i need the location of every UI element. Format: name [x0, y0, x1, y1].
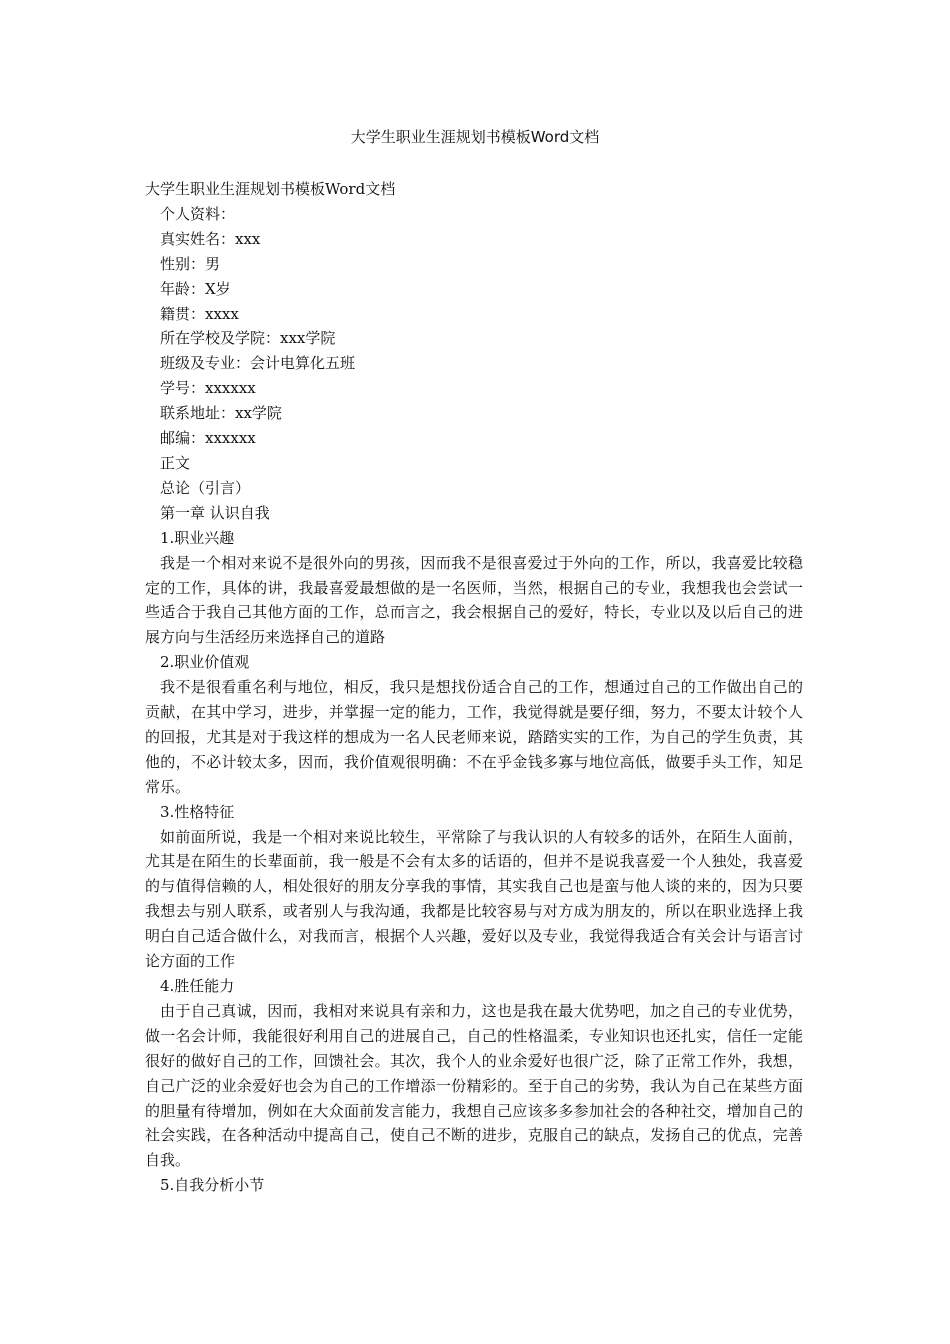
- profile-student-id: 学号：xxxxxx: [160, 379, 256, 398]
- profile-gender: 性别：男: [160, 254, 221, 273]
- section-paragraph: 由于自己真诚，因而，我相对来说具有亲和力，这也是我在最大优势吧，加之自己的专业优势，做一名会计师，我能很好利用自己的进展自己，自己的性格温柔，专业知识也还扎实，信任一定能很好的做好自己的工作，回馈社会。其次，我个人的业余爱好也很广泛，除了正常工作外，我想，自己广泛的业余爱好也会为自己的工作增添一份精彩的。至于自己的劣势，我认为自己在某些方面的胆量有待增加，例如在大众面前发言能力，我想自己应该多多参加社会的各种社交，增加自己的社会实践，在各种活动中提高自己，使自己不断的进步，克服自己的缺点，发扬自己的优点，完善自我。: [145, 1001, 803, 1170]
- section-paragraph: 我不是很看重名利与地位，相反，我只是想找份适合自己的工作，想通过自己的工作做出自己的贡献，在其中学习，进步，并掌握一定的能力，工作，我觉得就是要仔细，努力，不要太计较个人的回报，尤其是对于我这样的想成为一名人民老师来说，踏踏实实的工作，为自己的学生负责，其他的，不必计较太多，因而，我价值观很明确：不在乎金钱多寡与地位高低，做要手头工作，知足常乐。: [145, 678, 803, 796]
- profile-class: 班级及专业：会计电算化五班: [160, 354, 356, 373]
- section-heading: 2.职业价值观: [160, 653, 250, 672]
- profile-name: 真实姓名：xxx: [160, 229, 261, 248]
- section-heading: 5.自我分析小节: [160, 1176, 265, 1195]
- profile-hometown: 籍贯：xxxx: [160, 304, 239, 323]
- chapter-heading: 第一章 认识自我: [160, 503, 270, 522]
- section-paragraph: 我是一个相对来说不是很外向的男孩，因而我不是很喜爱过于外向的工作，所以，我喜爱比较稳定的工作，具体的讲，我最喜爱最想做的是一名医师，当然，根据自己的专业，我想我也会尝试一些适合于我自己其他方面的工作，总而言之，我会根据自己的爱好，特长，专业以及以后自己的进展方向与生活经历来选择自己的道路: [145, 553, 803, 647]
- profile-school: 所在学校及学院：xxx学院: [160, 329, 336, 348]
- section-heading: 1.职业兴趣: [160, 528, 235, 547]
- section-heading: 4.胜任能力: [160, 977, 235, 995]
- profile-age: 年龄：X岁: [160, 279, 231, 298]
- profile-postcode: 邮编：xxxxxx: [160, 429, 256, 448]
- document-title: 大学生职业生涯规划书模板Word文档: [145, 180, 396, 198]
- document-body: [145, 177, 803, 1198]
- section-paragraph: 如前面所说，我是一个相对来说比较生，平常除了与我认识的人有较多的话外，在陌生人面前，尤其是在陌生的长辈面前，我一般是不会有太多的话语的，但并不是说我喜爱一个人独处，我喜爱的与值得信赖的人，相处很好的朋友分享我的事情，其实我自己也是蛮与他人谈的来的，因为只要我想去与别人联系，或者别人与我沟通，我都是比较容易与对方成为朋友的，所以在职业选择上我明白自己适合做什么，对我而言，根据个人兴趣，爱好以及专业，我觉得我适合有关会计与语言讨论方面的工作: [145, 827, 803, 971]
- body-label: 正文: [160, 453, 191, 472]
- profile-heading: 个人资料：: [160, 204, 236, 223]
- page-header-title: 大学生职业生涯规划书模板Word文档: [350, 128, 600, 146]
- intro-label: 总论（引言）: [160, 478, 251, 497]
- profile-address: 联系地址：xx学院: [160, 404, 282, 423]
- section-heading: 3.性格特征: [160, 802, 235, 821]
